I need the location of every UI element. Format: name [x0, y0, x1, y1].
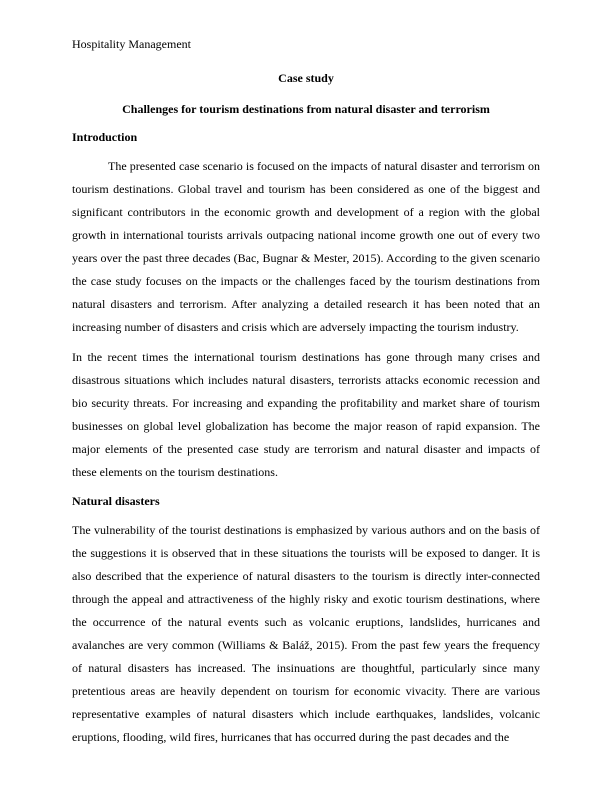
running-header: Hospitality Management [72, 37, 191, 51]
section-heading-natural-disasters: Natural disasters [72, 494, 160, 508]
introduction-paragraph-1: The presented case scenario is focused on the impacts of natural disaster and terrorism on tourism destinations. Global travel and tourism has been considered as one of the biggest and significant contributors in the economic growth and development of a region with the global growth in international tourists arrivals outpacing national income growth one out of every two years over the past three decades (Bac, Bugnar & Mester, 2015). According to the given scenario the case study focuses on the impacts or the challenges faced by the tourism destinations from natural disasters and terrorism. After analyzing a detailed research it has been noted that an increasing number of disasters and crisis which are adversely impacting the tourism industry. [72, 159, 540, 334]
document-subtitle: Challenges for tourism destinations from natural disaster and terrorism [122, 102, 490, 116]
section-heading-introduction: Introduction [72, 130, 138, 144]
natural-disasters-paragraph-1: The vulnerability of the tourist destinations is emphasized by various authors and on the basis of the suggestions it is observed that in these situations the tourists will be exposed to danger. It is also described that the experience of natural disasters to the tourism is directly inter-connected through the appeal and attractiveness of the highly risky and exotic tourism destinations, where the occurrence of the natural events such as volcanic eruptions, landslides, hurricanes and avalanches are very common (Williams & Baláž, 2015). From the past few years the frequency of natural disasters has increased. The insinuations are thoughtful, particularly since many pretentious areas are heavily dependent on tourism for economic vivacity. There are various representative examples of natural disasters which include earthquakes, landslides, volcanic eruptions, flooding, wild fires, hurricanes that has occurred during the past decades and the [72, 523, 540, 744]
document-title: Case study [278, 71, 334, 85]
introduction-paragraph-2: In the recent times the international tourism destinations has gone through many crises and disastrous situations which includes natural disasters, terrorists attacks economic recession and bio security threats. For increasing and expanding the profitability and market share of tourism businesses on global level globalization has become the major reason of rapid expansion. The major elements of the presented case study are terrorism and natural disaster and impacts of these elements on the tourism destinations. [72, 350, 540, 479]
document-body [72, 70, 540, 756]
